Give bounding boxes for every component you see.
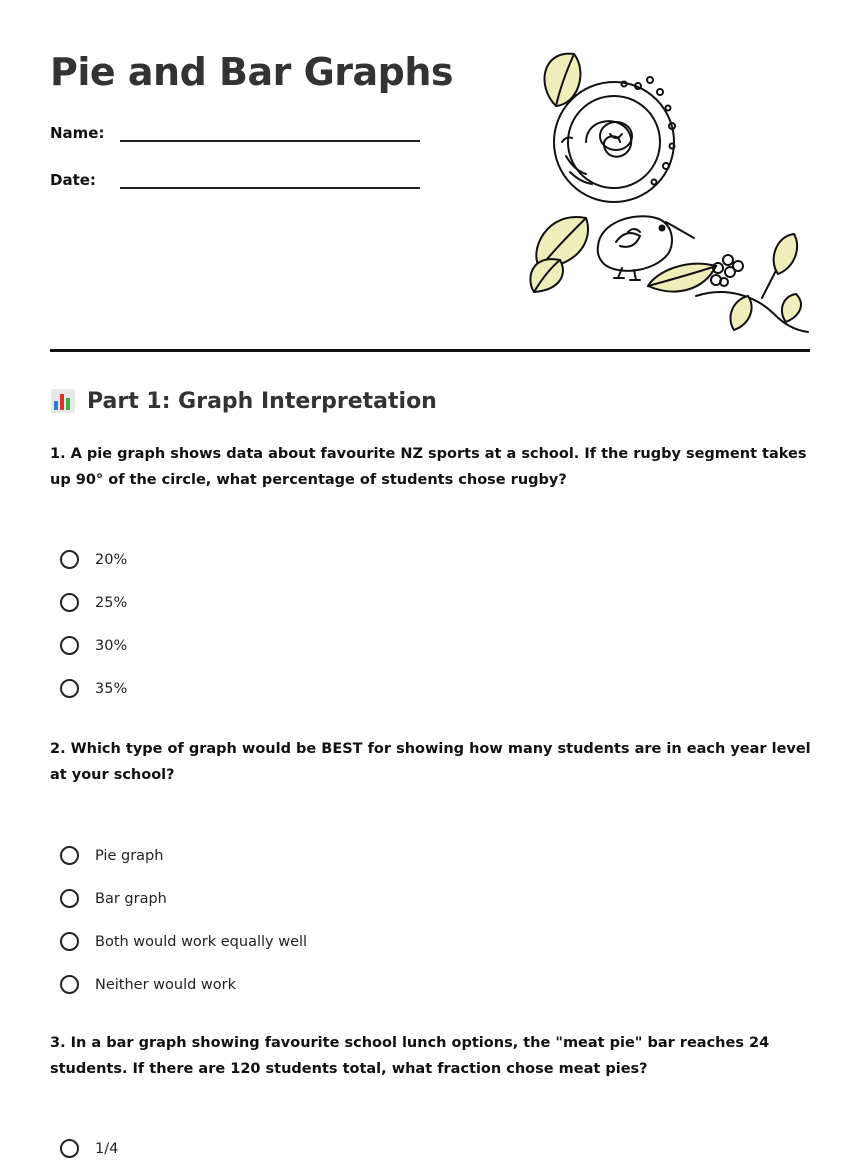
option-label: Neither would work	[95, 976, 237, 993]
answer-option[interactable]	[50, 538, 820, 581]
name-input-line[interactable]	[120, 140, 420, 142]
kiwi-bird-koru-leaves-illustration	[526, 46, 814, 336]
question-2	[50, 736, 820, 1006]
date-label: Date:	[50, 171, 96, 189]
section-divider	[50, 349, 810, 352]
answer-option[interactable]	[50, 667, 820, 710]
date-input-line[interactable]	[120, 187, 420, 189]
radio-button[interactable]	[60, 636, 79, 655]
name-label: Name:	[50, 124, 105, 142]
option-label: Bar graph	[95, 890, 167, 907]
option-label: 1/4	[95, 1140, 119, 1157]
option-label: Both would work equally well	[95, 933, 308, 950]
radio-button[interactable]	[60, 846, 79, 865]
option-label: 35%	[95, 680, 128, 697]
option-label: 30%	[95, 637, 128, 654]
option-label: Pie graph	[95, 847, 164, 864]
answer-option[interactable]	[50, 624, 820, 667]
radio-button[interactable]	[60, 975, 79, 994]
answer-option[interactable]	[50, 963, 820, 1006]
radio-button[interactable]	[60, 550, 79, 569]
question-text: 2. Which type of graph would be BEST for showing how many students are in each year level at your school?	[50, 741, 811, 783]
question-text: 1. A pie graph shows data about favourite NZ sports at a school. If the rugby segment takes up 90° of the circle, what percentage of students chose rugby?	[50, 446, 807, 488]
answer-option[interactable]	[50, 581, 820, 624]
bar-chart-emoji-icon	[50, 388, 76, 414]
section-heading	[50, 388, 437, 414]
question-1	[50, 441, 820, 710]
radio-button[interactable]	[60, 593, 79, 612]
radio-button[interactable]	[60, 932, 79, 951]
page-title: Pie and Bar Graphs	[50, 50, 454, 94]
answer-option[interactable]	[50, 1127, 820, 1170]
date-field	[50, 165, 420, 195]
radio-button[interactable]	[60, 1139, 79, 1158]
option-label: 25%	[95, 594, 128, 611]
answer-option[interactable]	[50, 834, 820, 877]
answer-option[interactable]	[50, 920, 820, 963]
section-heading-text: Part 1: Graph Interpretation	[87, 388, 437, 414]
radio-button[interactable]	[60, 679, 79, 698]
question-3	[50, 1030, 820, 1170]
name-field	[50, 118, 420, 148]
question-text: 3. In a bar graph showing favourite school lunch options, the "meat pie" bar reaches 24 students. If there are 120 students total, what fraction chose meat pies?	[50, 1035, 770, 1077]
answer-option[interactable]	[50, 877, 820, 920]
option-label: 20%	[95, 551, 128, 568]
radio-button[interactable]	[60, 889, 79, 908]
